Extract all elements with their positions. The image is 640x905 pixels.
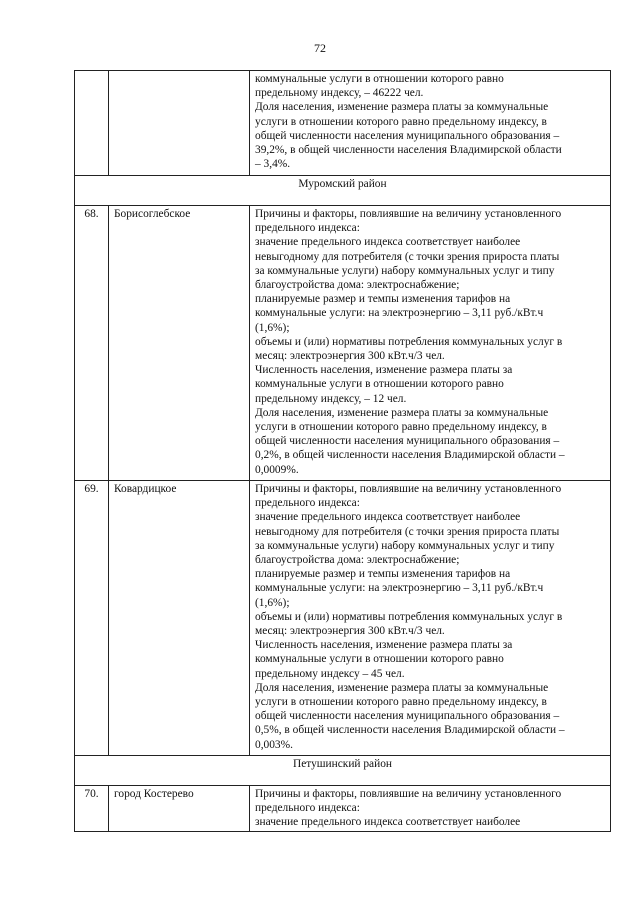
text-line: невыгодному для потребителя (с точки зрения прироста платы [255,525,560,538]
table-row-continuation [75,71,611,176]
row-number: 69. [75,481,109,756]
text-line: Доля населения, изменение размера платы за коммунальные [255,681,549,694]
text-line: значение предельного индекса соответствует наиболее [255,816,521,829]
text-line: Причины и факторы, повлиявшие на величину установленного [255,788,562,800]
section-row-petushki [75,756,611,786]
text-line: коммунальные услуги: на электроэнергию – 3,11 руб./кВт.ч [255,582,544,595]
cell-name-empty [109,71,250,176]
text-line: услуги в отношении которого равно предельному индексу, в [255,115,547,128]
page-number: 72 [314,41,326,55]
indices-table [74,70,611,832]
table-row [75,786,611,832]
text-line: Причины и факторы, повлиявшие на величину установленного [255,483,562,495]
text-line: планируемые размер и темпы изменения тарифов на [255,293,511,306]
text-line: благоустройства дома: электроснабжение; [255,554,460,567]
municipality-name: Борисоглебское [109,206,250,481]
text-line: 39,2%, в общей численности населения Владимирской области [255,144,562,157]
text-line: 0,2%, в общей численности населения Владимирской области – [255,449,565,462]
text-line: коммунальные услуги: на электроэнергию – 3,11 руб./кВт.ч [255,307,544,320]
text-line: коммунальные услуги в отношении которого равно [255,653,504,666]
text-line: (1,6%); [255,321,290,334]
section-row-murom [75,176,611,206]
text-line: (1,6%); [255,596,290,609]
table-row [75,206,611,481]
text-line: предельного индекса: [255,802,360,815]
text-line: значение предельного индекса соответствует наиболее [255,236,521,249]
text-line: предельного индекса: [255,497,360,510]
text-line: Доля населения, изменение размера платы за коммунальные [255,406,549,419]
text-line: предельного индекса: [255,222,360,235]
municipality-name: Ковардицкое [109,481,250,756]
text-line: 0,5%, в общей численности населения Владимирской области – [255,724,565,737]
text-line: общей численности населения муниципального образования – [255,435,560,448]
cell-num-empty [75,71,109,176]
text-line: коммунальные услуги в отношении которого равно [255,378,504,391]
text-line: Причины и факторы, повлиявшие на величину установленного [255,208,562,220]
text-line: общей численности населения муниципального образования – [255,710,560,723]
text-line: значение предельного индекса соответствует наиболее [255,511,521,524]
text-line: – 3,4%. [255,158,291,171]
text-line: за коммунальные услуги) набору коммунальных услуг и типу [255,264,555,277]
text-line: за коммунальные услуги) набору коммунальных услуг и типу [255,539,555,552]
text-line: планируемые размер и темпы изменения тарифов на [255,568,511,581]
cell-description [250,71,611,176]
cell-description [250,206,611,481]
cell-description [250,786,611,832]
municipality-name: город Костерево [109,786,250,832]
section-title: Петушинский район [75,756,611,786]
text-line: 0,003%. [255,738,293,751]
cell-description [250,481,611,756]
text-line: предельному индексу, – 12 чел. [255,392,407,405]
text-line: объемы и (или) нормативы потребления коммунальных услуг в [255,335,563,348]
text-line: услуги в отношении которого равно предельному индексу, в [255,696,547,709]
table-row [75,481,611,756]
section-title: Муромский район [75,176,611,206]
row-number: 70. [75,786,109,832]
text-line: общей численности населения муниципального образования – [255,129,560,142]
row-number: 68. [75,206,109,481]
text-line: Численность населения, изменение размера платы за [255,639,513,652]
text-line: коммунальные услуги в отношении которого равно [255,73,504,85]
text-line: предельному индексу, – 46222 чел. [255,87,424,100]
text-line: месяц: электроэнергия 300 кВт.ч/3 чел. [255,625,445,638]
text-line: благоустройства дома: электроснабжение; [255,279,460,292]
text-line: предельному индексу – 45 чел. [255,667,405,680]
text-line: услуги в отношении которого равно предельному индексу, в [255,421,547,434]
text-line: объемы и (или) нормативы потребления коммунальных услуг в [255,610,563,623]
text-line: Численность населения, изменение размера платы за [255,364,513,377]
text-line: Доля населения, изменение размера платы за коммунальные [255,101,549,114]
text-line: месяц: электроэнергия 300 кВт.ч/3 чел. [255,350,445,363]
text-line: 0,0009%. [255,463,299,476]
text-line: невыгодному для потребителя (с точки зрения прироста платы [255,250,560,263]
